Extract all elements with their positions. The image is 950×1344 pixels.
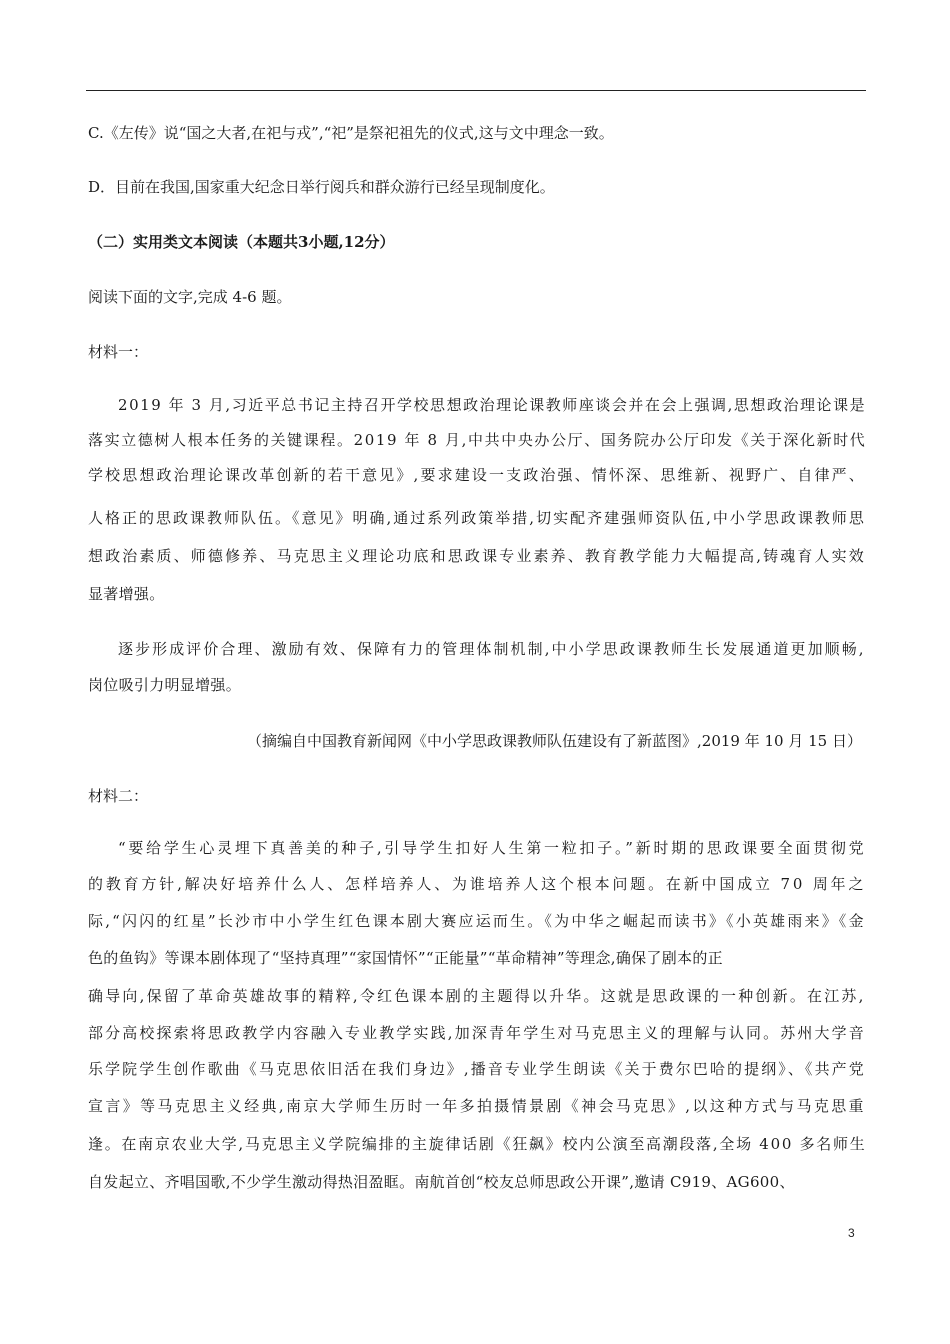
- paragraph-line: 2019 年 3 月,习近平总书记主持召开学校思想政治理论课教师座谈会并在会上强调,思想政治理论课是: [118, 396, 867, 414]
- section-heading: （二）实用类文本阅读（本题共3小题,12分）: [88, 233, 395, 251]
- paragraph-line: 逐步形成评价合理、激励有效、保障有力的管理体制机制,中小学思政课教师生长发展通道更加顺畅,: [118, 640, 866, 658]
- paragraph-line: 人格正的思政课教师队伍。《意见》明确,通过系列政策举措,切实配齐建强师资队伍,中小学思政课教师思: [88, 509, 866, 527]
- option-d: D．目前在我国,国家重大纪念日举行阅兵和群众游行已经呈现制度化。: [88, 178, 555, 196]
- header-rule: [86, 90, 866, 91]
- paragraph-line: 想政治素质、师德修养、马克思主义理论功底和思政课专业素养、教育教学能力大幅提高,铸魂育人实效: [88, 547, 866, 565]
- paragraph-line: 岗位吸引力明显增强。: [88, 676, 242, 694]
- option-c: C.《左传》说“国之大者,在祀与戎”,“祀”是祭祀祖先的仪式,这与文中理念一致。: [88, 124, 614, 142]
- paragraph-line: 色的鱼钩》等课本剧体现了“坚持真理”“家国情怀”“正能量”“革命精神”等理念,确保了剧本的正: [88, 949, 723, 967]
- paragraph-line: 乐学院学生创作歌曲《马克思依旧活在我们身边》,播音专业学生朗读《关于费尔巴哈的提纲》、《共产党: [88, 1060, 866, 1078]
- paragraph-line: 部分高校探索将思政教学内容融入专业教学实践,加深青年学生对马克思主义的理解与认同。苏州大学音: [88, 1024, 866, 1042]
- material1-label: 材料一：: [88, 343, 149, 361]
- paragraph-line: 宣言》等马克思主义经典,南京大学师生历时一年多拍摄情景剧《神会马克思》,以这种方式与马克思重: [88, 1097, 866, 1115]
- section-instruction: 阅读下面的文字,完成 4-6 题。: [88, 288, 292, 306]
- paragraph-line: “要给学生心灵埋下真善美的种子,引导学生扣好人生第一粒扣子。”新时期的思政课要全面贯彻党: [118, 839, 867, 857]
- paragraph-line: 自发起立、齐唱国歌,不少学生激动得热泪盈眶。南航首创“校友总师思政公开课”,邀请 C919、AG600、: [88, 1173, 795, 1191]
- paragraph-line: 确导向,保留了革命英雄故事的精粹,令红色课本剧的主题得以升华。这就是思政课的一种创新。在江苏,: [88, 987, 866, 1005]
- material2-label: 材料二：: [88, 787, 149, 805]
- paragraph-line: 的教育方针,解决好培养什么人、怎样培养人、为谁培养人这个根本问题。在新中国成立 70 周年之: [88, 875, 867, 893]
- paragraph-line: 显著增强。: [88, 585, 165, 603]
- paragraph-line: 逢。在南京农业大学,马克思主义学院编排的主旋律话剧《狂飙》校内公演至高潮段落,全场 400 多名师生: [88, 1135, 867, 1153]
- paragraph-line: 际,“闪闪的红星”长沙市中小学生红色课本剧大赛应运而生。《为中华之崛起而读书》《小英雄雨来》《金: [88, 912, 866, 930]
- material1-source: （摘编自中国教育新闻网《中小学思政课教师队伍建设有了新蓝图》,2019 年 10 月 15 日）: [247, 732, 862, 750]
- page-number: 3: [848, 1226, 855, 1240]
- paragraph-line: 学校思想政治理论课改革创新的若干意见》,要求建设一支政治强、情怀深、思维新、视野广、自律严、: [88, 466, 866, 484]
- paragraph-line: 落实立德树人根本任务的关键课程。2019 年 8 月,中共中央办公厅、国务院办公厅印发《关于深化新时代: [88, 431, 867, 449]
